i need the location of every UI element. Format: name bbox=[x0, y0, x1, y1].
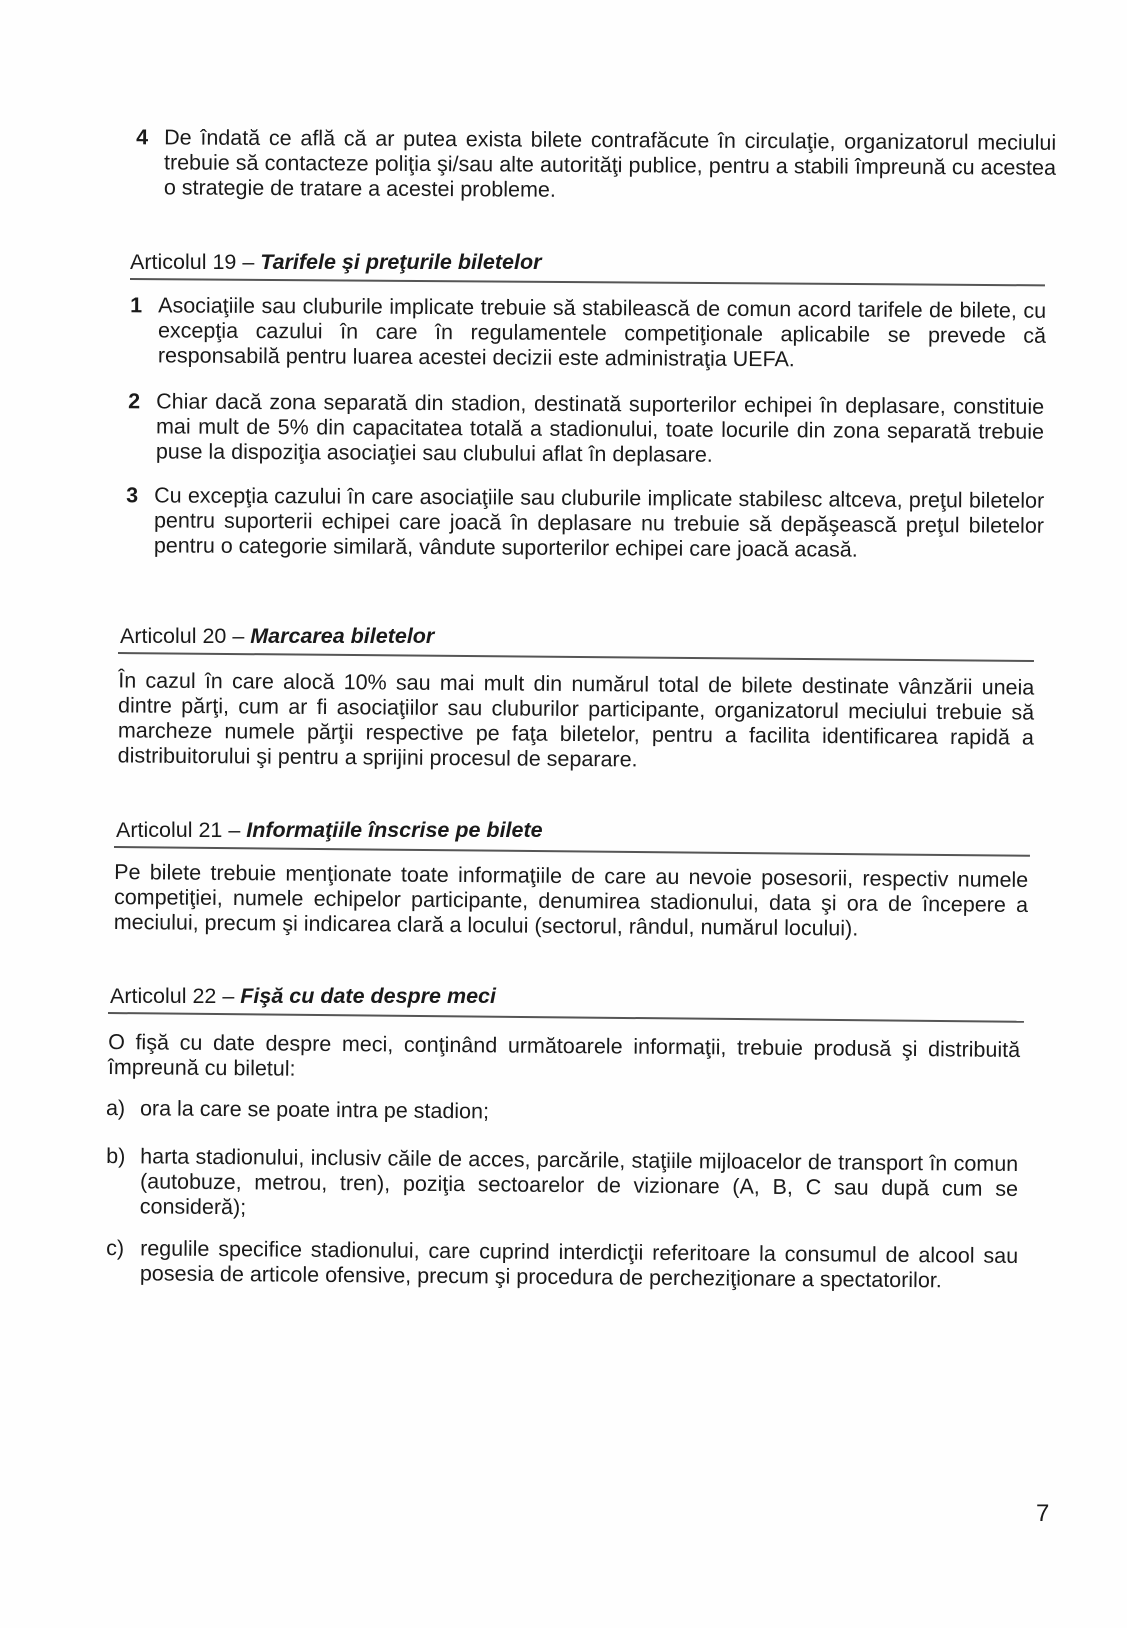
article-20-heading: Articolul 20 – Marcarea biletelor bbox=[120, 624, 435, 648]
article-20-rule bbox=[118, 652, 1034, 661]
article-22-body: O fişă cu date despre meci, conţinând următoarele informaţii, trebuie produsă şi distribuită împreună cu biletul: bbox=[107, 1030, 1021, 1081]
article-21-rule bbox=[114, 846, 1030, 856]
article-21-body: Pe bilete trebuie menţionate toate informaţiile de care au nevoie posesorii, respectiv numele competiţiei, numele echipelor participante, denumirea stadionului, data şi ora de începere a meciului, precum şi indicarea clară a locului (sectorul, rândul, numărul locului). bbox=[113, 860, 1029, 941]
article-20-body: În cazul în care alocă 10% sau mai mult din numărul total de bilete destinate vânzării uneia dintre părţi, cum ar fi asociaţiilor sau cluburilor participante, organizatorul meciului trebuie să marcheze numele părţii respective pe faţa biletelor, pentru a facilita identificarea rapidă a distribuitorului şi pentru a sprijini procesul de separare. bbox=[117, 668, 1035, 772]
item-number: 4 bbox=[136, 125, 149, 150]
article-21-heading: Articolul 21 – Informaţiile înscrise pe bilete bbox=[116, 818, 543, 842]
article-19-heading: Articolul 19 – Tarifele şi preţurile biletelor bbox=[130, 250, 542, 274]
article-19-item-2: 2 Chiar dacă zona separată din stadion, destinată suporterilor echipei în deplasare, constituie mai mult de 5% din capacitatea totală a stadionului, toate locurile din zona separată trebuie puse la dispoziţia asociaţiei sau clubului aflat în deplasare. bbox=[128, 389, 1045, 467]
article-22-rule bbox=[108, 1012, 1024, 1022]
article-22-list-item-c: c) regulile specifice stadionului, care cuprind interdicţii referitoare la consumul de alcool sau posesia de articole ofensive, precum şi procedura de percheziţionare a spectatorilor. bbox=[106, 1236, 1019, 1293]
page-number: 7 bbox=[1036, 1500, 1050, 1527]
article-19-item-3: 3 Cu excepţia cazului în care asociaţiile sau cluburile implicate stabilesc altceva, preţul biletelor pentru suporterii echipei care joacă în deplasare nu trebuie să depăşească preţul biletelor pentru o categorie similară, vândute suporterilor echipei care joacă acasă. bbox=[126, 483, 1045, 562]
paragraph-item-4 bbox=[136, 125, 1056, 206]
item-text: De îndată ce află că ar putea exista bilete contrafăcute în circulaţie, organizatorul meciului trebuie să contacteze poliţia şi/sau alte autorităţi publice, pentru a stabili împreună cu acestea o strategie de tratare a acestei probleme. bbox=[163, 125, 1057, 202]
article-22-list-item-a: a) ora la care se poate intra pe stadion; bbox=[105, 1096, 490, 1124]
article-22-heading: Articolul 22 – Fişă cu date despre meci bbox=[110, 984, 496, 1008]
article-19-item-1: 1 Asociaţiile sau cluburile implicate trebuie să stabilească de comun acord tarifele de bilete, cu excepţia cazului în care în regulamentele competiţionale aplicabile se prevede că responsabilă pentru luarea acestei decizii este administraţia UEFA. bbox=[130, 293, 1047, 372]
article-19-rule bbox=[130, 278, 1045, 286]
article-22-list-item-b: b) harta stadionului, inclusiv căile de acces, parcările, staţiile mijloacelor de transport în comun (autobuze, metrou, tren), poziţia sectoarelor de vizionare (A, B, C sau după cum se consideră); bbox=[106, 1144, 1019, 1220]
